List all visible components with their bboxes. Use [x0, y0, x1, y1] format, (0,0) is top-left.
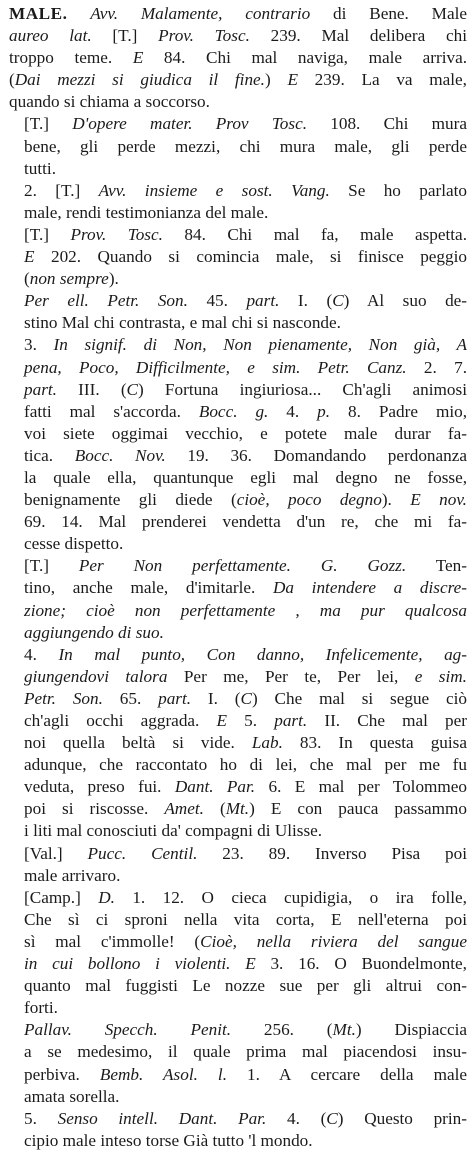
text-run: 3. 16. O Buondelmonte,: [255, 954, 467, 974]
text-run: cesse dispetto.: [24, 534, 124, 554]
text-line: [9, 401, 467, 423]
italic-text: Pucc. Centil.: [87, 843, 198, 863]
text-line: [9, 312, 467, 334]
italic-text: zione; cioè non perfettamente , ma pur qualcosa: [24, 600, 467, 620]
entry-paragraph: [9, 887, 467, 1020]
text-run: ).: [108, 269, 119, 289]
text-line: [9, 69, 467, 91]
italic-text: non sempre: [29, 269, 109, 289]
text-run: stino Mal chi contrasta, e mal chi si nasconde.: [24, 313, 341, 333]
text-run: amata sorella.: [24, 1086, 120, 1106]
text-line: [9, 136, 467, 158]
text-run: tutti.: [24, 158, 56, 178]
text-line: [9, 887, 467, 909]
italic-text: Prov. Tosc.: [70, 224, 163, 244]
text-run: 8. Padre mio,: [330, 401, 467, 421]
text-run: 4. (: [266, 1108, 327, 1128]
italic-text: Bocc. g.: [198, 401, 269, 421]
italic-text: E: [24, 247, 35, 267]
text-run: 23. 89. Inverso Pisa poi: [197, 843, 467, 863]
text-run: ) Fortuna ingiuriosa... Ch'agli animosi: [138, 379, 467, 399]
text-run: ) E con pauca passammo: [249, 799, 467, 819]
text-run: II. Che mal per: [307, 711, 468, 730]
italic-text: pena, Poco, Difficilmente, e sim. Petr. Canz.: [24, 357, 407, 377]
text-line: [9, 47, 467, 69]
text-line: [9, 91, 467, 113]
text-run: 69. 14. Mal prenderei vendetta d'un re, che mi fa-: [24, 512, 467, 532]
text-run: quando si chiama a soccorso.: [9, 92, 210, 112]
text-run: 2. 7.: [406, 357, 467, 377]
italic-text: cioè, poco degno: [236, 490, 382, 510]
text-run: [T.]: [91, 26, 159, 46]
italic-text: In mal punto, Con danno, Infelicemente, ag-: [58, 644, 467, 664]
text-line: [9, 489, 467, 511]
entry-paragraph: [9, 180, 467, 224]
text-line: [9, 202, 467, 224]
italic-text: C: [332, 291, 344, 311]
text-run: 108. Chi mura: [307, 114, 467, 134]
text-run: forti.: [24, 998, 58, 1018]
text-line: [9, 1041, 467, 1063]
text-run: veduta, preso fui.: [24, 777, 175, 797]
text-line: [9, 688, 467, 710]
text-line: [9, 577, 467, 599]
italic-text: p.: [317, 401, 331, 421]
text-run: 256. (: [231, 1020, 333, 1040]
text-run: male, rendi testimonianza del male.: [24, 202, 269, 222]
text-line: [9, 445, 467, 467]
text-run: a se medesimo, il quale prima mal piacendosi insu-: [24, 1042, 467, 1062]
text-run: I. (: [279, 291, 333, 311]
italic-text: part.: [274, 711, 308, 730]
italic-text: part.: [158, 688, 192, 708]
text-run: ).: [381, 490, 411, 510]
text-run: ch'agli occhi aggrada.: [24, 711, 217, 730]
text-run: 239. La va male,: [297, 70, 467, 90]
entry-paragraph: [9, 644, 467, 843]
text-run: [T.]: [24, 224, 71, 244]
text-run: (: [9, 70, 15, 90]
entry-paragraph: [9, 1019, 467, 1107]
text-run: Per me, Per te, Per lei,: [167, 666, 415, 686]
italic-text: D'opere mater. Prov Tosc.: [72, 114, 308, 134]
text-run: III. (: [56, 379, 127, 399]
text-run: 19. 36. Domandando perdonanza: [165, 445, 467, 465]
entry-paragraph: [9, 555, 467, 643]
italic-text: in cui bollono i violenti. E: [24, 954, 256, 974]
italic-text: E nov.: [410, 490, 467, 510]
italic-text: Amet.: [164, 799, 204, 819]
text-line: [9, 533, 467, 555]
entry-paragraph: [9, 843, 467, 887]
text-line: [9, 997, 467, 1019]
text-run: Che sì ci sproni nella vita corta, E nell'eterna poi: [24, 909, 467, 929]
text-run: (: [24, 269, 30, 289]
text-run: 4.: [24, 644, 59, 664]
text-run: ) Che mal si segue ciò: [251, 688, 468, 708]
text-run: [T.]: [24, 556, 79, 576]
entry-paragraph: [9, 113, 467, 179]
text-line: [9, 622, 467, 644]
italic-text: e sim.: [414, 666, 467, 686]
text-line: [9, 3, 467, 25]
text-line: [9, 732, 467, 754]
text-run: i liti mal conosciuti da' compagni di Ulisse.: [24, 821, 323, 841]
text-run: ) Questo prin-: [337, 1108, 467, 1128]
entry-paragraph: [9, 334, 467, 555]
italic-text: aureo lat.: [9, 26, 92, 46]
text-line: [9, 820, 467, 842]
italic-text: C: [326, 1108, 338, 1128]
text-line: [9, 754, 467, 776]
text-line: [9, 1019, 467, 1041]
italic-text: Bemb. Asol. l.: [99, 1064, 227, 1084]
italic-text: Da intendere a discre-: [272, 578, 467, 598]
text-run: tica.: [24, 445, 75, 465]
text-run: Se ho parlato: [329, 180, 467, 200]
text-run: ) Al suo de-: [343, 291, 468, 311]
italic-text: Senso intell. Dant. Par.: [57, 1108, 267, 1128]
text-line: [9, 224, 467, 246]
text-run: di Bene. Male: [310, 4, 467, 23]
text-run: la quale ella, quantunque egli mal degno ne fosse,: [24, 467, 467, 487]
italic-text: Lab.: [251, 733, 283, 753]
text-run: Ten-: [406, 556, 467, 576]
italic-text: aggiungendo di suo.: [24, 622, 164, 642]
text-run: adunque, che raccontato ho di lei, che mal per me fu: [24, 755, 467, 775]
italic-text: Avv. Malamente, contrario: [90, 4, 311, 23]
text-run: 6. E mal per Tolommeo: [255, 777, 467, 797]
text-run: 5.: [24, 1108, 58, 1128]
text-line: [9, 379, 467, 401]
text-run: male arrivaro.: [24, 865, 121, 885]
text-run: [Camp.]: [24, 887, 99, 907]
text-line: [9, 357, 467, 379]
text-line: [9, 334, 467, 356]
text-line: [9, 1086, 467, 1108]
text-run: 65.: [102, 688, 159, 708]
text-line: [9, 843, 467, 865]
text-run: 83. In questa guisa: [282, 733, 467, 753]
text-line: [9, 1108, 467, 1130]
text-line: [9, 423, 467, 445]
text-run: [T.]: [24, 114, 73, 134]
text-line: [9, 467, 467, 489]
text-line: [9, 975, 467, 997]
italic-text: E: [132, 48, 144, 68]
text-run: ) Dispiaccia: [355, 1020, 467, 1040]
text-line: [9, 865, 467, 887]
italic-text: C: [240, 688, 252, 708]
text-line: [9, 953, 467, 975]
text-line: [9, 555, 467, 577]
text-run: cipio male inteso torse Già tutto 'l mondo.: [24, 1130, 313, 1150]
italic-text: part.: [24, 379, 57, 399]
italic-text: Avv. insieme e sost. Vang.: [98, 180, 330, 200]
entry-paragraph: [9, 224, 467, 290]
text-line: [9, 600, 467, 622]
text-line: [9, 246, 467, 268]
text-run: 2. [T.]: [24, 180, 99, 200]
text-run: 5.: [227, 711, 275, 730]
text-run: 84. Chi mal naviga, male arriva.: [143, 48, 467, 68]
italic-text: D.: [98, 887, 115, 907]
italic-text: E: [287, 70, 298, 90]
text-run: poi si riscosse.: [24, 799, 165, 819]
text-line: [9, 776, 467, 798]
italic-text: E: [216, 711, 227, 730]
italic-text: C: [126, 379, 139, 399]
text-line: [9, 180, 467, 202]
entry-paragraph: [9, 3, 467, 113]
text-run: troppo teme.: [9, 48, 133, 68]
italic-text: Mt.: [225, 799, 250, 819]
text-line: [9, 798, 467, 820]
italic-text: Per ell. Petr. Son.: [24, 291, 188, 311]
text-run: sì mal c'immolle! (: [24, 931, 201, 951]
text-run: perbiva.: [24, 1064, 100, 1084]
italic-text: giungendovi talora: [24, 666, 168, 686]
text-run: tino, anche male, d'imitarle.: [24, 578, 273, 598]
entry-paragraph: [9, 1108, 467, 1152]
text-run: bene, gli perde mezzi, chi mura male, gli perde: [24, 136, 467, 156]
text-run: (: [203, 799, 226, 819]
italic-text: Prov. Tosc.: [158, 26, 250, 46]
italic-text: Per Non perfettamente. G. Gozz.: [78, 556, 407, 576]
italic-text: Petr. Son.: [24, 688, 103, 708]
text-run: quanto mal fuggisti Le nozze sue per gli altrui con-: [24, 976, 467, 996]
italic-text: part.: [246, 291, 280, 311]
text-run: 4.: [268, 401, 318, 421]
text-line: [9, 666, 467, 688]
italic-text: Mt.: [332, 1020, 356, 1040]
text-run: 84. Chi mal fa, male aspetta.: [162, 224, 467, 244]
text-run: [Val.]: [24, 843, 88, 863]
text-line: [9, 710, 467, 732]
italic-text: Bocc. Nov.: [74, 445, 166, 465]
text-run: voi siete oggimai vecchio, e potete male durar fa-: [24, 423, 467, 443]
italic-text: In signif. di Non, Non pienamente, Non già, A: [53, 335, 468, 355]
text-line: [9, 25, 467, 47]
text-run: I. (: [191, 688, 241, 708]
text-run: 1. 12. O cieca cupidigia, o ira folle,: [114, 887, 467, 907]
italic-text: Dai mezzi si giudica il fine.: [14, 70, 265, 90]
text-line: [9, 909, 467, 931]
text-line: [9, 931, 467, 953]
text-line: [9, 290, 467, 312]
text-line: [9, 511, 467, 533]
text-run: 1. A cercare della male: [227, 1064, 467, 1084]
text-line: [9, 158, 467, 180]
text-run: benignamente gli diede (: [24, 490, 237, 510]
text-run: 45.: [187, 291, 247, 311]
text-line: [9, 113, 467, 135]
text-line: [9, 644, 467, 666]
italic-text: Dant. Par.: [174, 777, 256, 797]
italic-text: Pallav. Specch. Penit.: [24, 1020, 232, 1040]
text-line: [9, 1064, 467, 1086]
text-run: noi quella beltà si vide.: [24, 733, 252, 753]
entry-paragraph: [9, 290, 467, 334]
text-line: [9, 1130, 467, 1152]
text-run: 239. Mal delibera chi: [249, 26, 467, 46]
text-run: fatti mal s'accorda.: [24, 401, 199, 421]
entry-headword: MALE.: [9, 4, 68, 23]
text-run: 3.: [24, 335, 54, 355]
italic-text: Cioè, nella riviera del sangue: [200, 931, 467, 951]
text-line: [9, 268, 467, 290]
text-run: ): [264, 70, 288, 90]
text-run: 202. Quando si comincia male, si finisce peggio: [34, 247, 467, 267]
text-run: [67, 4, 90, 23]
